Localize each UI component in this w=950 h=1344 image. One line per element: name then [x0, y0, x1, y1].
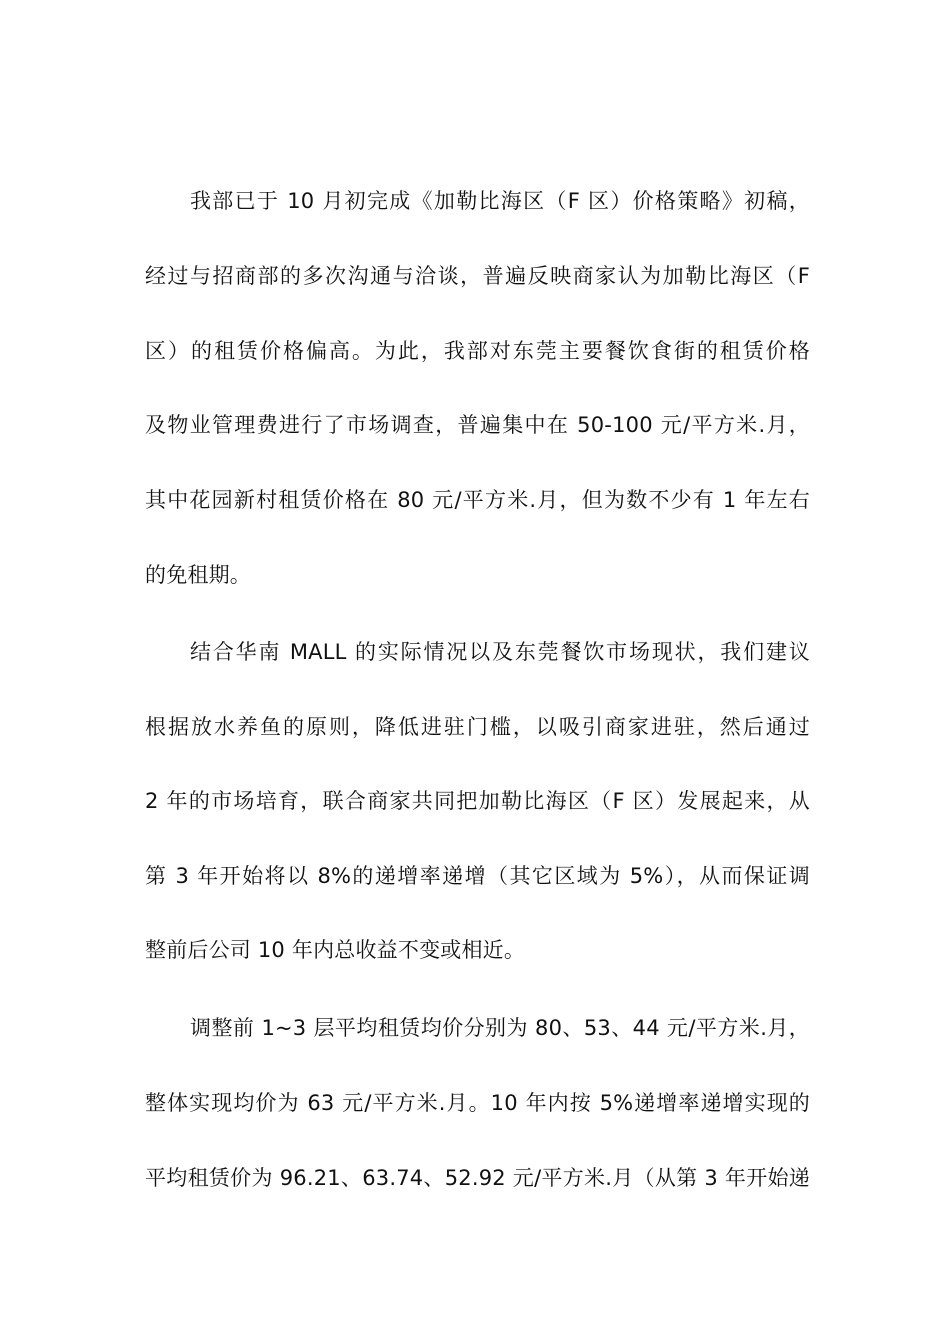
- paragraph-3-line-3: 平均租赁价为 96.21、63.74、52.92 元/平方米.月（从第 3 年开始递: [145, 1166, 810, 1190]
- paragraph-1-line-4: 及物业管理费进行了市场调查，普遍集中在 50-100 元/平方米.月，: [145, 413, 810, 437]
- paragraph-1-line-6: 的免租期。: [145, 563, 251, 587]
- paragraph-1-line-1: 我部已于 10 月初完成《加勒比海区（F 区）价格策略》初稿，: [190, 189, 810, 213]
- paragraph-2-line-5: 整前后公司 10 年内总收益不变或相近。: [145, 938, 526, 962]
- paragraph-3-line-2: 整体实现均价为 63 元/平方米.月。10 年内按 5%递增率递增实现的: [145, 1091, 810, 1115]
- paragraph-1-line-3: 区）的租赁价格偏高。为此，我部对东莞主要餐饮食街的租赁价格: [145, 339, 810, 363]
- paragraph-2-line-3: 2 年的市场培育，联合商家共同把加勒比海区（F 区）发展起来，从: [145, 789, 810, 813]
- paragraph-1-line-2: 经过与招商部的多次沟通与洽谈，普遍反映商家认为加勒比海区（F: [145, 264, 810, 288]
- paragraph-1-line-5: 其中花园新村租赁价格在 80 元/平方米.月，但为数不少有 1 年左右: [145, 488, 810, 512]
- paragraph-2-line-2: 根据放水养鱼的原则，降低进驻门槛，以吸引商家进驻，然后通过: [145, 715, 810, 739]
- paragraph-2-line-1: 结合华南 MALL 的实际情况以及东莞餐饮市场现状，我们建议: [190, 640, 810, 664]
- paragraph-3-line-1: 调整前 1~3 层平均租赁均价分别为 80、53、44 元/平方米.月，: [190, 1016, 810, 1040]
- paragraph-2-line-4: 第 3 年开始将以 8%的递增率递增（其它区域为 5%），从而保证调: [145, 864, 810, 888]
